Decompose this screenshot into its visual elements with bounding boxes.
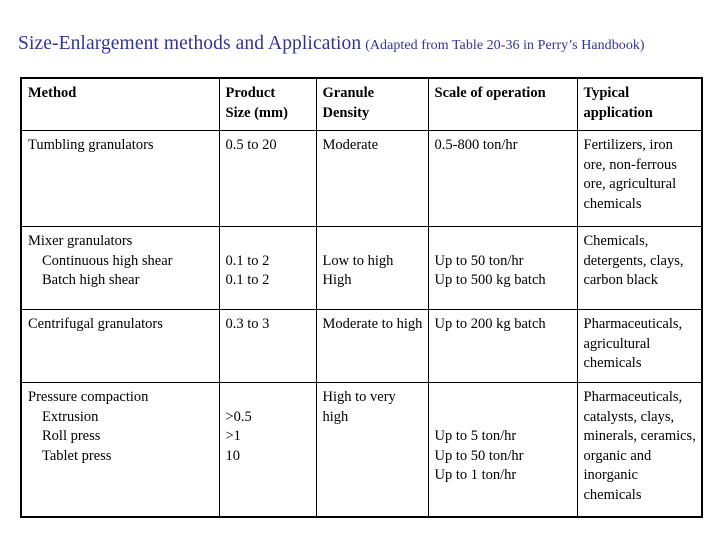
column-header-granule-density	[316, 78, 428, 131]
product-size-value: >1	[225, 428, 241, 444]
column-header-method-line-1: Method	[28, 85, 77, 101]
application-value: Chemicals, detergents, clays, carbon black	[583, 233, 684, 288]
cell-scale-of-operation	[428, 383, 577, 518]
table-header-row	[21, 78, 702, 131]
scale-value: Up to 500 kg batch	[434, 272, 546, 288]
column-header-granule-density-line-2: Density	[322, 104, 370, 121]
cell-product-size	[219, 383, 316, 518]
layout-spacer	[435, 388, 572, 408]
product-size-value: 0.3 to 3	[225, 316, 270, 332]
cell-method	[21, 310, 219, 383]
method-title: Centrifugal granulators	[28, 316, 163, 332]
table-row	[21, 131, 702, 227]
layout-spacer	[226, 232, 311, 252]
scale-value: Up to 50 ton/hr	[434, 252, 524, 269]
product-size-value: 0.1 to 2	[225, 252, 270, 269]
cell-typical-application	[577, 227, 702, 310]
product-size-value: 0.5 to 20	[225, 137, 277, 153]
cell-product-size	[219, 310, 316, 383]
cell-typical-application	[577, 383, 702, 518]
granule-density-value: Moderate to high	[322, 316, 423, 332]
column-header-typical-application-line-2: application	[583, 104, 653, 121]
table-row	[21, 383, 702, 518]
application-value: Fertilizers, iron ore, non-ferrous ore, agricultural chemicals	[583, 137, 677, 212]
cell-product-size	[219, 227, 316, 310]
layout-spacer	[435, 408, 572, 428]
scale-value: Up to 1 ton/hr	[434, 467, 517, 483]
cell-granule-density	[316, 383, 428, 518]
cell-granule-density	[316, 131, 428, 227]
layout-spacer	[323, 232, 423, 252]
granule-density-value: High	[322, 272, 352, 288]
method-subitem: Tablet press	[42, 447, 112, 464]
cell-typical-application	[577, 131, 702, 227]
scale-value: Up to 50 ton/hr	[434, 447, 524, 464]
column-header-method	[21, 78, 219, 131]
column-header-typical-application	[577, 78, 702, 131]
scale-value: Up to 200 kg batch	[434, 316, 546, 332]
column-header-granule-density-line-1: Granule	[322, 85, 375, 101]
cell-scale-of-operation	[428, 227, 577, 310]
application-value: Pharmaceuticals, agricultural chemicals	[583, 316, 683, 371]
cell-method	[21, 227, 219, 310]
granule-density-value: Low to high	[322, 252, 394, 269]
method-title: Pressure compaction	[28, 389, 149, 405]
scale-value: Up to 5 ton/hr	[434, 428, 517, 444]
product-size-value: >0.5	[225, 408, 252, 425]
method-subitem: Roll press	[42, 428, 101, 444]
page-title	[18, 33, 708, 57]
page-title-source-note: (Adapted from Table 20-36 in Perry’s Handbook)	[365, 38, 645, 53]
product-size-value: 0.1 to 2	[225, 272, 270, 288]
cell-product-size	[219, 131, 316, 227]
column-header-product-size	[219, 78, 316, 131]
cell-granule-density	[316, 310, 428, 383]
method-subitem: Batch high shear	[42, 272, 140, 288]
cell-method	[21, 131, 219, 227]
layout-spacer	[435, 232, 572, 252]
product-size-value: 10	[225, 447, 240, 464]
column-header-product-size-line-1: Product	[225, 85, 276, 101]
cell-method	[21, 383, 219, 518]
size-enlargement-methods-table	[20, 77, 703, 518]
cell-scale-of-operation	[428, 310, 577, 383]
column-header-scale-of-operation-line-1: Scale of operation	[434, 85, 546, 101]
granule-density-value: Moderate	[322, 137, 379, 153]
column-header-scale-of-operation	[428, 78, 577, 131]
method-title: Mixer granulators	[28, 233, 133, 249]
page-title-main: Size-Enlargement methods and Application	[18, 33, 362, 54]
cell-typical-application	[577, 310, 702, 383]
layout-spacer	[226, 388, 311, 408]
application-value: Pharmaceuticals, catalysts, clays, minerals, ceramics, organic and inorganic chemicals	[583, 389, 696, 503]
column-header-typical-application-line-1: Typical	[583, 85, 630, 101]
method-subitem: Extrusion	[42, 408, 99, 425]
table-row	[21, 310, 702, 383]
method-subitem: Continuous high shear	[42, 252, 173, 269]
cell-scale-of-operation	[428, 131, 577, 227]
scale-value: 0.5-800 ton/hr	[434, 137, 518, 153]
cell-granule-density	[316, 227, 428, 310]
method-title: Tumbling granulators	[28, 137, 154, 153]
table-row	[21, 227, 702, 310]
column-header-product-size-line-2: Size (mm)	[225, 104, 288, 121]
granule-density-value: High to very high	[322, 389, 396, 425]
